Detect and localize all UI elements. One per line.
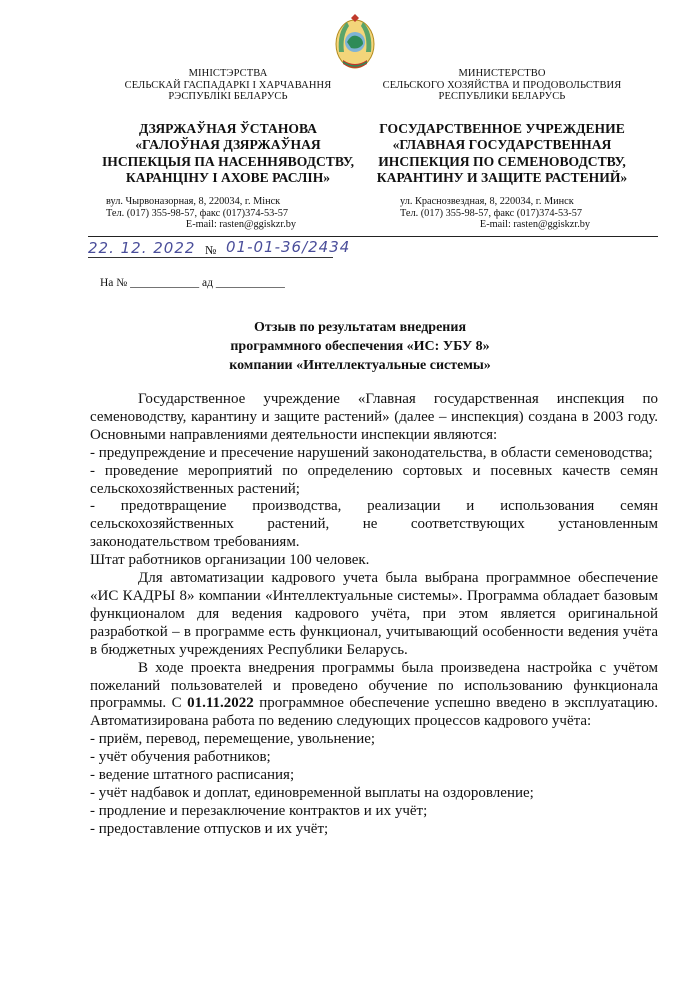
institution-line: КАРАНТИНУ И ЗАЩИТЕ РАСТЕНИЙ» — [376, 170, 628, 186]
address-line: Тел. (017) 355-98-57, факс (017)374-53-57 — [106, 207, 289, 219]
ministry-line: МІНІСТЭРСТВА — [188, 68, 268, 79]
email-line: E-mail: rasten@ggiskzr.by — [479, 219, 591, 231]
header-divider — [88, 236, 658, 237]
institution-line: ІНСПЕКЦЫЯ ПА НАСЕННЯВОДСТВУ, — [102, 153, 354, 169]
institution-line: «ГАЛОЎНАЯ ДЗЯРЖАЎНАЯ — [135, 137, 321, 153]
header-left-block — [78, 68, 378, 187]
registration-underline — [88, 257, 333, 258]
list-item: - предоставление отпусков и их учёт; — [90, 820, 329, 837]
ministry-name-by — [78, 68, 378, 103]
institution-name-ru — [352, 121, 652, 187]
ministry-line: РЕСПУБЛИКИ БЕЛАРУСЬ — [438, 91, 566, 102]
list-item: - ведение штатного расписания; — [90, 767, 295, 784]
address-line: ул. Краснозвездная, 8, 220034, г. Минск — [400, 196, 574, 207]
handwritten-date: 22. 12. 2022 — [88, 239, 196, 257]
institution-line: ГОСУДАРСТВЕННОЕ УЧРЕЖДЕНИЕ — [379, 120, 625, 136]
institution-line: КАРАНЦІНУ І АХОВЕ РАСЛІН» — [125, 170, 331, 186]
number-sign: № — [205, 243, 217, 257]
institution-name-by — [78, 121, 378, 187]
email-line: E-mail: rasten@ggiskzr.by — [185, 219, 297, 231]
list-item: - предотвращение производства, реализации и использования семян сельскохозяйственных растений, не соответствующих установленным законодательством требованиям. — [90, 498, 658, 551]
header-right-block — [352, 68, 652, 187]
implementation-text-end: программное обеспечение успешно введено в эксплуатацию. Автоматизирована работа по ведению следующих процессов кадрового учёта: — [90, 695, 658, 730]
title-line: программного обеспечения «ИС: УБУ 8» — [230, 339, 490, 354]
ministry-name-ru — [352, 68, 652, 103]
institution-line: ИНСПЕКЦИЯ ПО СЕМЕНОВОДСТВУ, — [378, 153, 626, 169]
paragraph-intro: Государственное учреждение «Главная государственная инспекция по семеноводству, карантину и защите растений» (далее – инспекция) создана в 2003 году. Основными направлениями деятельности инспекции являются: — [90, 391, 658, 443]
ministry-line: СЕЛЬСКОГО ХОЗЯЙСТВА И ПРОДОВОЛЬСТВИЯ — [382, 79, 622, 91]
list-item: - учёт надбавок и доплат, единовременной выплаты на оздоровление; — [90, 784, 534, 801]
document-title — [150, 318, 570, 375]
go-live-date: 01.11.2022 — [187, 695, 254, 712]
ministry-line: СЕЛЬСКАЙ ГАСПАДАРКІ І ХАРЧАВАННЯ — [124, 79, 332, 91]
handwritten-number: 01-01-36/2434 — [226, 238, 351, 256]
institution-line: «ГЛАВНАЯ ГОСУДАРСТВЕННАЯ — [392, 137, 612, 153]
address-by — [106, 196, 376, 231]
paragraph-software: Для автоматизации кадрового учета была выбрана программное обеспечение «ИС КАДРЫ 8» компании «Интеллектуальные системы». Программа обладает базовым функционалом для ведения кадрового учёта, при этом является оригинальной разработкой – в программе есть функционал, учитывающий особенности ведения учёта в бюджетных учреждениях Республики Беларусь. — [90, 570, 658, 658]
title-line: компании «Интеллектуальные системы» — [229, 358, 491, 373]
list-item: - предупреждение и пресечение нарушений законодательства, в области семеноводства; — [90, 444, 653, 461]
address-ru — [400, 196, 670, 231]
address-line: Тел. (017) 355-98-57, факс (017)374-53-57 — [400, 207, 583, 219]
ministry-line: МИНИСТЕРСТВО — [458, 68, 546, 79]
list-item: - продление и перезаключение контрактов и их учёт; — [90, 802, 428, 819]
implementation-text: В ходе проекта внедрения программы была произведена настройка с учётом пожеланий пользователей и проведено обучение по использованию функционала программы. С — [90, 659, 658, 712]
list-item: - проведение мероприятий по определению сортовых и посевных качеств семян сельскохозяйственных растений; — [90, 462, 658, 497]
paragraph-implementation — [90, 660, 658, 732]
address-line: вул. Чырвоназорная, 8, 220034, г. Мінск — [106, 196, 281, 207]
reference-line: На № ____________ ад ____________ — [100, 277, 285, 289]
title-line: Отзыв по результатам внедрения — [253, 320, 467, 335]
staff-count: Штат работников организации 100 человек. — [90, 552, 370, 569]
document-body — [90, 391, 658, 839]
institution-line: ДЗЯРЖАЎНАЯ ЎСТАНОВА — [138, 120, 317, 136]
list-item: - приём, перевод, перемещение, увольнение; — [90, 731, 376, 748]
list-item: - учёт обучения работников; — [90, 749, 271, 766]
ministry-line: РЭСПУБЛІКІ БЕЛАРУСЬ — [168, 91, 288, 102]
state-emblem-icon — [333, 12, 377, 74]
